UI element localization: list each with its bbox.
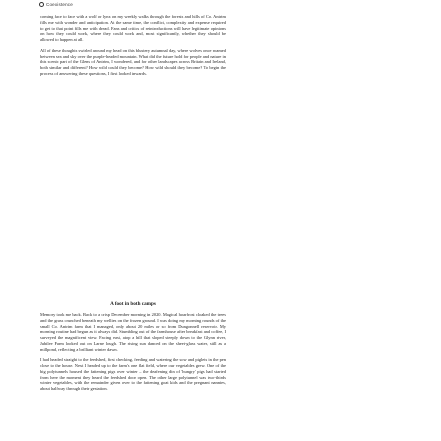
top-text-block bbox=[40, 14, 226, 77]
paragraph: Memory took me back. Back to a crisp December morning in 2020. Magical hoarfrost cloaked the trees and the grass crunched beneath my wellies on the frozen ground. I was doing my morning rounds of the small Co. Antrim farm that I managed, only about 20 miles or so from Dungonnell reservoir. My morning routine had begun as it always did. Stumbling out of the farmhouse after breakfast and coffee, I surveyed the magnificent view. Facing east, atop a hill that sloped steeply down to the Glynn river, Jubilee Farm looked out on Larne lough. The rising sun danced on the sheet-glass water, still as a millpond, reflecting a brilliant winter dawn. bbox=[40, 312, 226, 352]
bottom-text-block bbox=[40, 312, 226, 392]
paragraph: I had headed straight to the feedshed, first checking, feeding and watering the sow and piglets in the pen close to the house. Next I headed up to the farm's one flat field, where our vegetables grew. One of the big polytunnels housed the fattening pigs over winter – the deafening din of 'hungry' pigs had started from here the moment they heard the feedshed door open. The other large polytunnel was two-thirds winter vegetables, with the remainder given over to the fattening goat kids and the pregnant nannies, about halfway through their gestation. bbox=[40, 357, 226, 391]
section-marker-icon bbox=[39, 2, 44, 7]
paragraph: coming face to face with a wolf or lynx on my weekly walks through the forests and hills of Co. Antrim fills me with wonder and anticipation. At the same time, the conflict, complexity and expense required to get to that point fills me with dread. Fans and critics of reintroductions will have legitimate opinions on how they could work, where they could work and, most significantly, whether they should be allowed to happen at all. bbox=[40, 14, 226, 42]
running-head bbox=[39, 2, 73, 7]
running-head-text: Coexistence bbox=[46, 2, 73, 7]
section-heading: A foot in both camps bbox=[110, 301, 156, 307]
paragraph: All of these thoughts swirled around my head on this blustery autumnal day, where wolves once roamed between sea and sky over the purple-headed mountain. What did the future hold for people and nature in this scenic part of the Glens of Antrim, I wondered, and for other landscapes across Britain and Ireland, both similar and different? How wild could they become? How wild should they become? To begin the process of answering these questions, I first looked inwards. bbox=[40, 47, 226, 76]
